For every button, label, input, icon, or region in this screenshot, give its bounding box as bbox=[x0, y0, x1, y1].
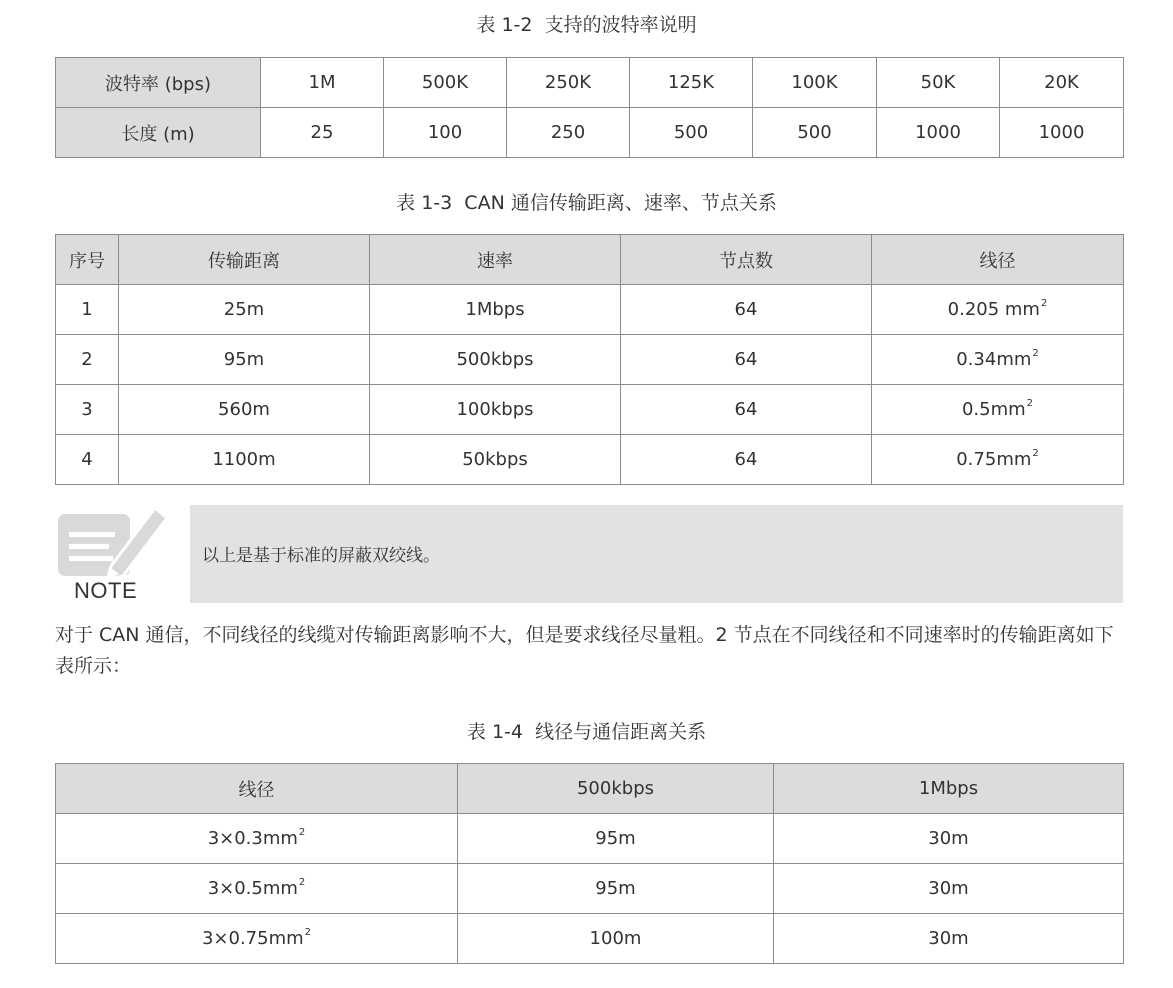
row-header-cell: 长度 (m) bbox=[56, 108, 261, 158]
table-cell bbox=[872, 385, 1124, 435]
table-cell: 500K bbox=[384, 58, 507, 108]
gauge-value: 3×0.75mm bbox=[201, 928, 304, 949]
can-distance-table bbox=[55, 234, 1124, 485]
table-cell: 125K bbox=[630, 58, 753, 108]
table-cell bbox=[872, 285, 1124, 335]
gauge-value: 0.75mm bbox=[956, 449, 1032, 470]
superscript: 2 bbox=[1032, 348, 1039, 359]
table-cell: 20K bbox=[1000, 58, 1124, 108]
table-cell: 1 bbox=[56, 285, 119, 335]
table-row bbox=[56, 914, 1124, 964]
table-1-2-caption: 表 1-2 支持的波特率说明 bbox=[476, 14, 697, 36]
table-cell: 500 bbox=[630, 108, 753, 158]
superscript: 2 bbox=[298, 877, 306, 888]
note-label: NOTE bbox=[74, 578, 138, 603]
table-cell: 250 bbox=[507, 108, 630, 158]
table-row bbox=[56, 58, 1124, 108]
table-cell: 64 bbox=[621, 385, 872, 435]
column-header: 序号 bbox=[56, 235, 119, 285]
table-cell: 30m bbox=[774, 864, 1124, 914]
table-row bbox=[56, 335, 1124, 385]
superscript: 2 bbox=[1026, 398, 1034, 409]
column-header: 500kbps bbox=[458, 764, 774, 814]
table-cell: 25m bbox=[119, 285, 370, 335]
gauge-value: 0.5mm bbox=[961, 399, 1026, 420]
column-header: 传输距离 bbox=[119, 235, 370, 285]
table-row bbox=[56, 435, 1124, 485]
table-cell: 64 bbox=[621, 335, 872, 385]
table-row bbox=[56, 814, 1124, 864]
table-cell: 50kbps bbox=[370, 435, 621, 485]
gauge-value: 3×0.3mm bbox=[207, 828, 298, 849]
table-1-3-caption: 表 1-3 CAN 通信传输距离、速率、节点关系 bbox=[396, 192, 777, 214]
table-cell: 560m bbox=[119, 385, 370, 435]
gauge-value: 3×0.5mm bbox=[207, 878, 298, 899]
table-cell: 3 bbox=[56, 385, 119, 435]
table-cell: 95m bbox=[458, 814, 774, 864]
table-cell: 25 bbox=[261, 108, 384, 158]
table-cell: 100m bbox=[458, 914, 774, 964]
table-cell: 95m bbox=[458, 864, 774, 914]
column-header: 线径 bbox=[56, 764, 458, 814]
gauge-value: 0.205 mm bbox=[947, 299, 1040, 320]
table-cell bbox=[56, 814, 458, 864]
superscript: 2 bbox=[1032, 448, 1039, 459]
table-row bbox=[56, 385, 1124, 435]
note-text: 以上是基于标准的屏蔽双绞线。 bbox=[202, 546, 440, 566]
gauge-value: 0.34mm bbox=[956, 349, 1032, 370]
table-cell: 1100m bbox=[119, 435, 370, 485]
table-cell: 1Mbps bbox=[370, 285, 621, 335]
table-cell: 250K bbox=[507, 58, 630, 108]
table-cell: 500kbps bbox=[370, 335, 621, 385]
superscript: 2 bbox=[298, 827, 306, 838]
row-header-cell: 波特率 (bps) bbox=[56, 58, 261, 108]
table-cell bbox=[872, 335, 1124, 385]
table-cell: 100 bbox=[384, 108, 507, 158]
note-box bbox=[190, 505, 1123, 603]
table-header-row bbox=[56, 764, 1124, 814]
baud-rate-table bbox=[55, 57, 1124, 158]
table-cell: 64 bbox=[621, 435, 872, 485]
table-cell: 100K bbox=[753, 58, 877, 108]
table-cell: 500 bbox=[753, 108, 877, 158]
table-1-4-caption: 表 1-4 线径与通信距离关系 bbox=[466, 721, 707, 743]
table-cell: 1M bbox=[261, 58, 384, 108]
table-row bbox=[56, 864, 1124, 914]
table-row bbox=[56, 108, 1124, 158]
gauge-distance-table bbox=[55, 763, 1124, 964]
table-cell: 1000 bbox=[1000, 108, 1124, 158]
superscript: 2 bbox=[1040, 298, 1048, 309]
column-header: 速率 bbox=[370, 235, 621, 285]
column-header: 线径 bbox=[872, 235, 1124, 285]
table-cell: 4 bbox=[56, 435, 119, 485]
table-cell: 100kbps bbox=[370, 385, 621, 435]
column-header: 节点数 bbox=[621, 235, 872, 285]
superscript: 2 bbox=[304, 927, 312, 938]
table-cell: 50K bbox=[877, 58, 1000, 108]
table-cell: 1000 bbox=[877, 108, 1000, 158]
table-cell bbox=[56, 914, 458, 964]
table-row bbox=[56, 285, 1124, 335]
column-header: 1Mbps bbox=[774, 764, 1124, 814]
table-cell: 64 bbox=[621, 285, 872, 335]
table-cell bbox=[872, 435, 1124, 485]
table-cell: 95m bbox=[119, 335, 370, 385]
table-cell bbox=[56, 864, 458, 914]
table-cell: 2 bbox=[56, 335, 119, 385]
table-cell: 30m bbox=[774, 914, 1124, 964]
body-paragraph: 对于 CAN 通信，不同线径的线缆对传输距离影响不大，但是要求线径尽量粗。2 节点在不同线径和不同速率时的传输距离如下表所示： bbox=[55, 624, 1114, 677]
table-cell: 30m bbox=[774, 814, 1124, 864]
table-header-row bbox=[56, 235, 1124, 285]
